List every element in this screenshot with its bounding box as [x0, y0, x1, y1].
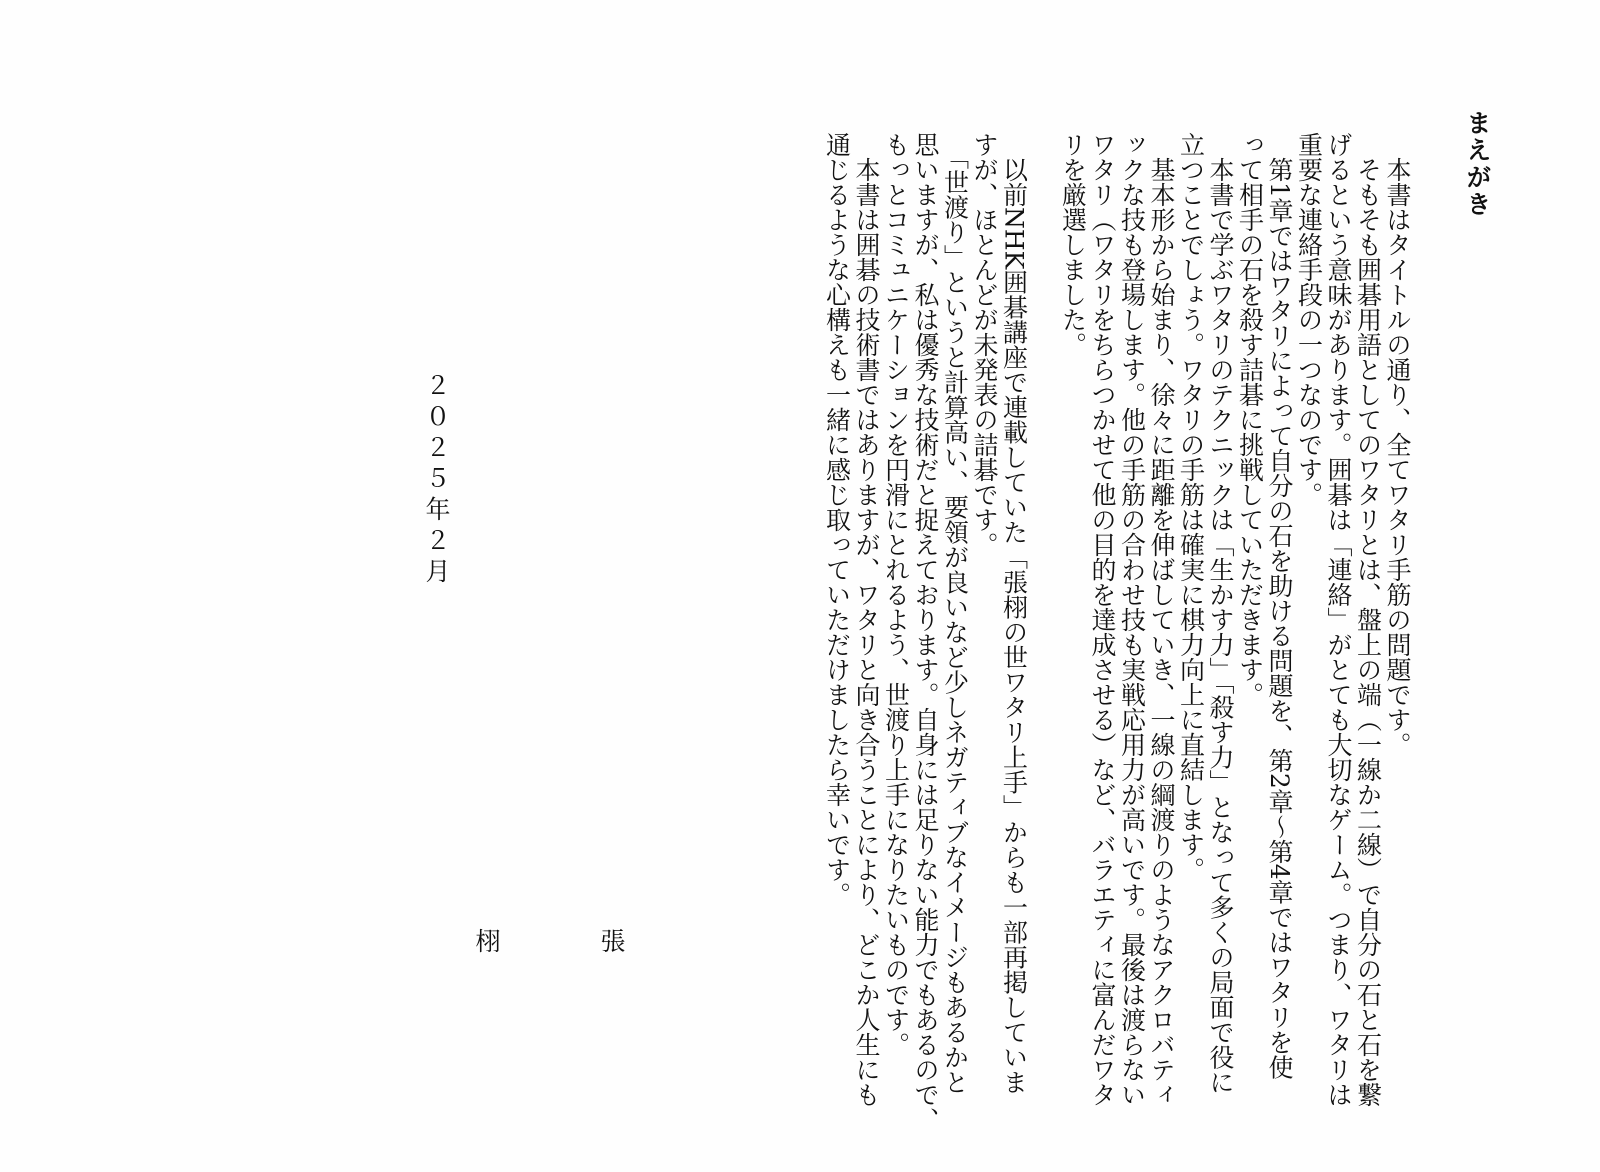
preface-heading: まえがき: [1463, 110, 1492, 218]
text-column: 重要な連絡手段の一つなのです。: [1294, 132, 1324, 507]
text-column: ワタリ（ワタリをちらつかせて他の目的を達成させる）など、バラエティに富んだワタ: [1088, 132, 1117, 1107]
text-column: 本書で学ぶワタリのテクニックは「生かす力」「殺す力」となって多くの局面で役に: [1206, 132, 1235, 1095]
text-column: 本書は囲碁の技術書ではありますが、ワタリと向き合うことにより、どこか人生にも: [852, 132, 881, 1107]
text-column: リを厳選しました。: [1058, 132, 1088, 357]
text-column: 以前NHK囲碁講座で連載していた「張栩の世ワタリ上手」からも一部再掲していま: [999, 132, 1029, 1095]
text-column: 通じるような心構えも一緒に感じ取っていただけましたら幸いです。: [822, 132, 852, 907]
author-signature: [424, 928, 674, 960]
text-column: 本書はタイトルの通り、全てワタリ手筋の問題です。: [1383, 132, 1412, 757]
text-column: 基本形から始まり、徐々に距離を伸ばしていき、一線の綱渡りのようなアクロバティ: [1147, 132, 1176, 1107]
date-line: ２０２５年２月: [422, 372, 451, 589]
author-char: 張: [597, 928, 626, 953]
text-column: って相手の石を殺す詰碁に挑戦していただきます。: [1235, 132, 1265, 707]
text-column: そもそも囲碁用語としてのワタリとは、盤上の端（一線か二線）で自分の石と石を繋: [1353, 132, 1383, 1107]
text-column: すが、ほとんどが未発表の詰碁です。: [970, 132, 999, 557]
text-column: 思いますが、私は優秀な技術だと捉えております。自身には足りない能力でもあるので、: [911, 132, 940, 1132]
author-char: 栩: [472, 928, 501, 953]
text-column: げるという意味があります。囲碁は「連絡」がとても大切なゲーム。つまり、ワタリは: [1324, 132, 1353, 1107]
text-column: ックな技も登場します。他の手筋の合わせ技も実戦応用力が高いです。最後は渡らない: [1117, 132, 1147, 1107]
text-column: 立つことでしょう。ワタリの手筋は確実に棋力向上に直結します。: [1176, 132, 1206, 882]
text-column: 「世渡り」というと計算高い、要領が良いなど少しネガティブなイメージもあるかと: [940, 132, 970, 1095]
text-column: もっとコミュニケーションを円滑にとれるよう、世渡り上手になりたいものです。: [881, 132, 911, 1057]
text-column: 第1章ではワタリによって自分の石を助ける問題を、第2章〜第4章ではワタリを使: [1265, 132, 1294, 1080]
